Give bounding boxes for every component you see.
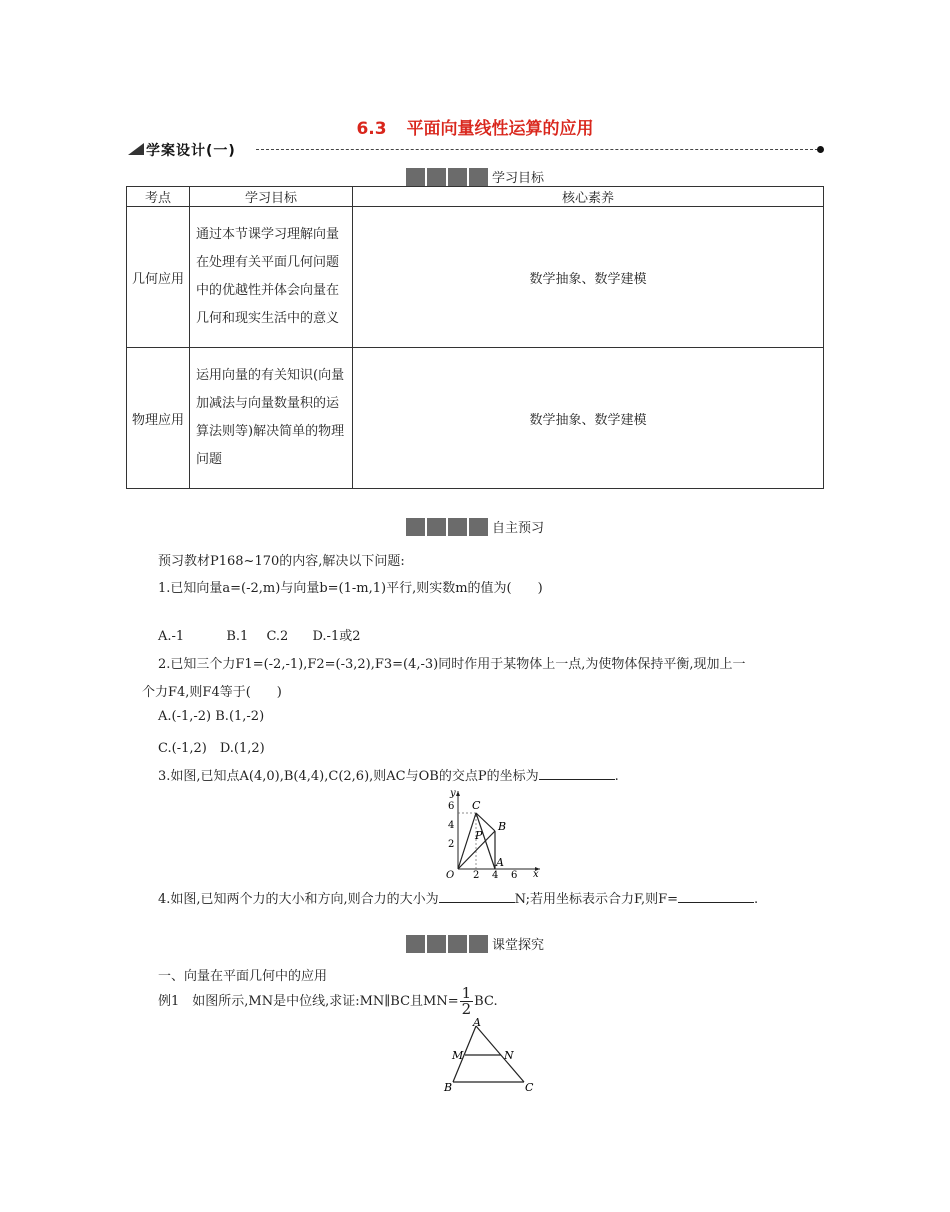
preview-intro: 预习教材P168~170的内容,解决以下问题: (158, 554, 405, 569)
question-4-text-b: N;若用坐标表示合力F,则F= (514, 892, 679, 907)
section-number: 6.3 (356, 119, 387, 139)
x-axis-label: x (533, 869, 539, 879)
x-tick: 2 (473, 870, 480, 879)
origin-label: O (446, 870, 455, 879)
topic-cell: 物理应用 (127, 348, 190, 489)
preview-heading (0, 517, 950, 537)
fraction-half (460, 986, 474, 1017)
question-2-line2: 个力F4,则F4等于( ) (142, 685, 282, 700)
question-2-options-1: A.(-1,-2) B.(1,-2) (158, 709, 265, 724)
y-tick: 2 (448, 839, 455, 850)
header-goal: 学习目标 (190, 187, 353, 207)
x-tick: 4 (492, 870, 499, 879)
header-topic: 考点 (127, 187, 190, 207)
question-3 (158, 765, 619, 784)
option-a: A.-1 (158, 629, 185, 644)
y-axis-label: y (450, 788, 456, 799)
preview-heading-text: 自主预习 (491, 521, 544, 536)
goals-table (126, 186, 824, 489)
design-label: 学案设计(一) (146, 143, 236, 159)
example-1 (158, 986, 498, 1017)
table-row (127, 348, 824, 489)
point-c-label: C (472, 799, 481, 812)
design-bar (128, 141, 824, 159)
question-3-text: 3.如图,已知点A(4,0),B(4,4),C(2,6),则AC与OB的交点P的坐标为 (158, 769, 539, 784)
question-1: 1.已知向量a=(-2,m)与向量b=(1-m,1)平行,则实数m的值为( ) (158, 581, 543, 596)
option-c: C.2 (266, 629, 289, 644)
heading-blocks-icon (406, 518, 490, 536)
section-title-text: 平面向量线性运算的应用 (406, 119, 594, 139)
bullet-dot-icon (817, 146, 824, 153)
explore-heading (0, 934, 950, 954)
question-4-text-a: 4.如图,已知两个力的大小和方向,则合力的大小为 (158, 892, 439, 907)
question-4-end: . (754, 892, 759, 907)
literacy-cell: 数学抽象、数学建模 (353, 348, 824, 489)
option-d: D.-1或2 (312, 629, 361, 644)
subsection-1: 一、向量在平面几何中的应用 (158, 969, 328, 984)
vertex-b-label: B (444, 1081, 453, 1094)
goal-cell: 运用向量的有关知识(向量加减法与向量数量积的运算法则等)解决简单的物理问题 (190, 348, 353, 489)
example-1-suffix: BC. (474, 994, 498, 1009)
fraction-denominator: 2 (461, 1000, 472, 1018)
example-1-prefix: 例1 如图所示,MN是中位线,求证:MN∥BC且MN= (158, 994, 459, 1009)
triangle-icon (128, 143, 144, 155)
vertex-a-label: A (473, 1018, 481, 1029)
point-b-label: B (498, 820, 507, 833)
question-2-line1: 2.已知三个力F1=(-2,-1),F2=(-3,2),F3=(4,-3)同时作用于某物体上一点,为使物体保持平衡,现加上一 (158, 657, 746, 672)
question-4 (158, 888, 758, 907)
point-p-label: P (475, 829, 483, 842)
point-m-label: M (452, 1049, 464, 1062)
table-header-row (127, 187, 824, 207)
y-tick: 4 (448, 820, 455, 831)
goals-heading (0, 167, 950, 187)
y-tick: 6 (448, 801, 455, 812)
goals-heading-text: 学习目标 (491, 171, 544, 186)
heading-blocks-icon (406, 168, 490, 186)
question-3-end: . (614, 769, 619, 784)
answer-blank (678, 890, 754, 903)
table-row (127, 207, 824, 348)
vertex-c-label: C (525, 1081, 534, 1094)
question-2-options-2: C.(-1,2) D.(1,2) (158, 741, 265, 756)
page-title (0, 114, 950, 139)
fraction-numerator: 1 (461, 984, 472, 1002)
point-a-label: A (496, 856, 504, 869)
answer-blank (439, 890, 515, 903)
option-b: B.1 (226, 629, 249, 644)
figure-q3-coordinate (432, 787, 544, 879)
explore-heading-text: 课堂探究 (491, 938, 544, 953)
figure-ex1-triangle (440, 1018, 540, 1094)
answer-blank (539, 767, 615, 780)
topic-cell: 几何应用 (127, 207, 190, 348)
heading-blocks-icon (406, 935, 490, 953)
literacy-cell: 数学抽象、数学建模 (353, 207, 824, 348)
goal-cell: 通过本节课学习理解向量在处理有关平面几何问题中的优越性并体会向量在几何和现实生活中的意义 (190, 207, 353, 348)
header-literacy: 核心素养 (353, 187, 824, 207)
dashed-divider (256, 149, 818, 150)
x-tick: 6 (511, 870, 518, 879)
point-n-label: N (504, 1049, 514, 1062)
question-1-options (158, 625, 361, 644)
